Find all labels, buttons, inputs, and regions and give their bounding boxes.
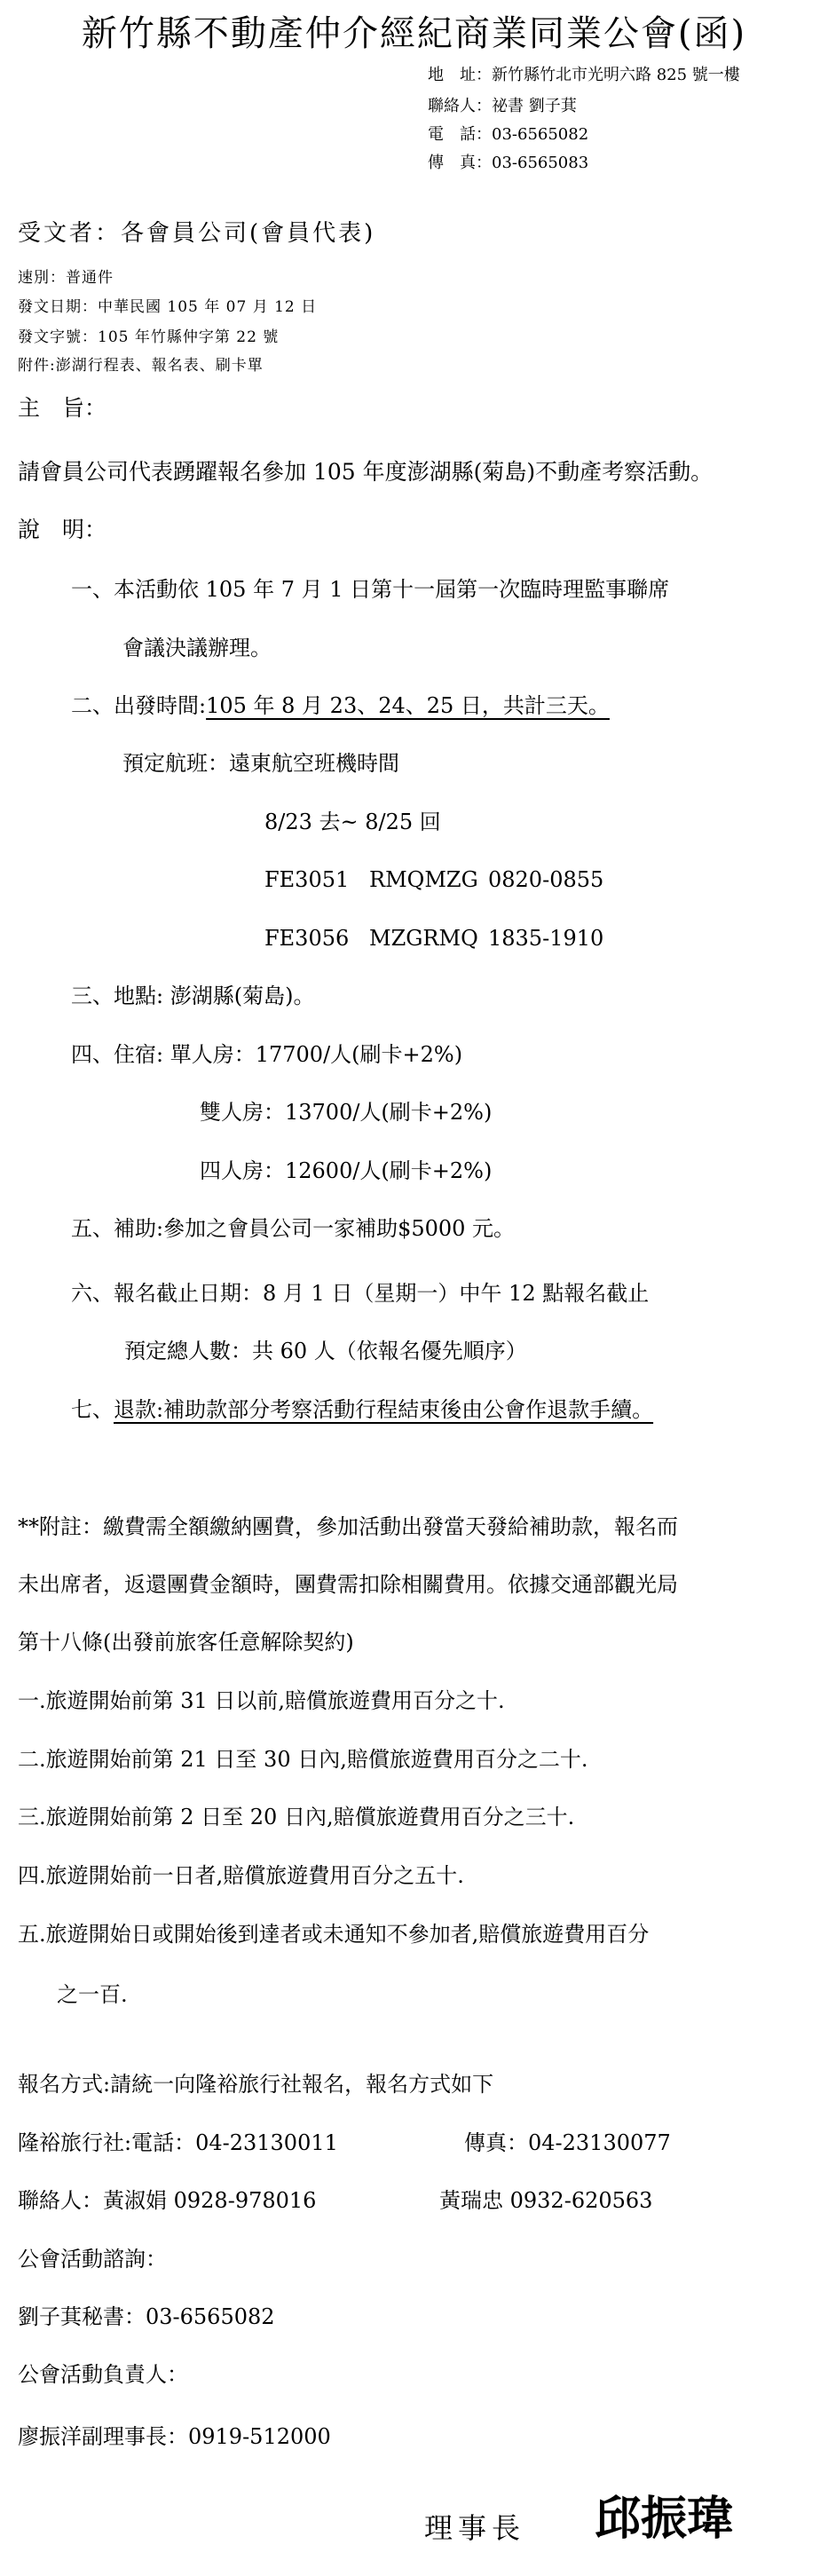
org-fax: 傳 真：03-6565083 [428,154,589,172]
inquiry-label: 公會活動諮詢： [18,2247,167,2272]
subject-label: 主 旨： [18,395,107,421]
attachments: 附件:澎湖行程表、報名表、刷卡單 [18,357,264,375]
refund-note: 退款:補助款部分考察活動行程結束後由公會作退款手續。 [114,1397,654,1422]
signature-name: 邱振瑋 [595,2493,734,2546]
flight-route: MZGRMQ [369,926,478,951]
item-7-prefix: 七、 [71,1397,114,1422]
flight-number: FE3056 [264,926,350,951]
item-1-line-2: 會議決議辦理。 [122,636,272,660]
room-quad: 四人房：12600/人(刷卡+2%) [200,1158,493,1183]
item-5-subsidy: 五、補助:參加之會員公司一家補助$5000 元。 [71,1216,516,1241]
item-4-prefix: 四、住宿: [71,1042,170,1067]
item-1-line-1: 一、本活動依 105 年 7 月 1 日第十一屆第一次臨時理監事聯席 [71,577,670,602]
agency-contact-2: 黃瑞忠 0932-620563 [439,2188,653,2213]
cancellation-rule: 五.旅遊開始日或開始後到達者或未通知不參加者,賠償旅遊費用百分 [18,1922,650,1947]
cancellation-rule: 三.旅遊開始前第 2 日至 20 日內,賠償旅遊費用百分之三十. [18,1805,575,1829]
cancellation-rule: 一.旅遊開始前第 31 日以前,賠償旅遊費用百分之十. [18,1688,505,1713]
lead-person: 廖振洋副理事長：0919-512000 [18,2424,331,2449]
speed-class: 速別：普通件 [18,269,114,287]
signature-title: 理事長 [424,2511,526,2545]
note-line-3: 第十八條(出發前旅客任意解除契約) [18,1630,354,1655]
flight-number: FE3051 [264,867,350,892]
document-number: 發文字號：105 年竹縣仲字第 22 號 [18,328,280,346]
explanation-label: 說 明： [18,517,107,542]
flight-row [264,869,603,890]
departure-dates: 105 年 8 月 23、24、25 日，共計三天。 [206,693,610,718]
room-double: 雙人房：13700/人(刷卡+2%) [200,1100,493,1125]
registration-method: 報名方式:請統一向隆裕旅行社報名，報名方式如下 [18,2072,494,2097]
item-2-prefix: 二、出發時間: [71,693,207,718]
flight-route: RMQMZG [369,867,478,892]
inquiry-person: 劉子萁秘書：03-6565082 [18,2304,275,2329]
agency-fax: 傳真：04-23130077 [464,2130,671,2155]
note-line-1: **附註：繳費需全額繳納團費，參加活動出發當天發給補助款，報名而 [18,1514,678,1539]
agency-phone: 隆裕旅行社:電話：04-23130011 [18,2130,338,2155]
cancellation-rule: 四.旅遊開始前一日者,賠償旅遊費用百分之五十. [18,1863,464,1888]
recipient: 受文者：各會員公司(會員代表) [18,220,376,247]
flight-time: 0820-0855 [488,867,604,892]
room-single: 單人房：17700/人(刷卡+2%) [170,1042,463,1067]
document-title: 新竹縣不動產仲介經紀商業同業公會(函) [81,13,747,54]
item-7 [71,1399,653,1420]
flight-dates: 8/23 去~ 8/25 回 [264,810,441,834]
cancellation-rule: 二.旅遊開始前第 21 日至 30 日內,賠償旅遊費用百分之二十. [18,1747,588,1772]
agency-contact-1: 聯絡人：黃淑娟 0928-978016 [18,2188,317,2213]
subject-text: 請會員公司代表踴躍報名參加 105 年度澎湖縣(菊島)不動產考察活動。 [18,459,714,485]
lead-label: 公會活動負責人： [18,2362,188,2387]
org-address: 地 址：新竹縣竹北市光明六路 825 號一樓 [428,66,740,84]
org-contact: 聯絡人：祕書 劉子萁 [428,97,577,115]
item-4 [71,1044,462,1065]
issue-date: 發文日期：中華民國 105 年 07 月 12 日 [18,298,318,316]
item-3-location: 三、地點: 澎湖縣(菊島)。 [71,984,315,1008]
flight-time: 1835-1910 [488,926,604,951]
flight-label: 預定航班：遠東航空班機時間 [122,751,399,776]
item-6-deadline: 六、報名截止日期：8 月 1 日（星期一）中午 12 點報名截止 [71,1281,650,1306]
item-6-capacity: 預定總人數：共 60 人（依報名優先順序） [124,1339,527,1363]
flight-row [264,928,603,949]
cancellation-rule-continued: 之一百. [57,1982,128,2007]
item-2 [71,695,610,716]
note-line-2: 未出席者，返還團費金額時，團費需扣除相關費用。依據交通部觀光局 [18,1572,678,1597]
org-phone: 電 話：03-6565082 [428,125,589,144]
